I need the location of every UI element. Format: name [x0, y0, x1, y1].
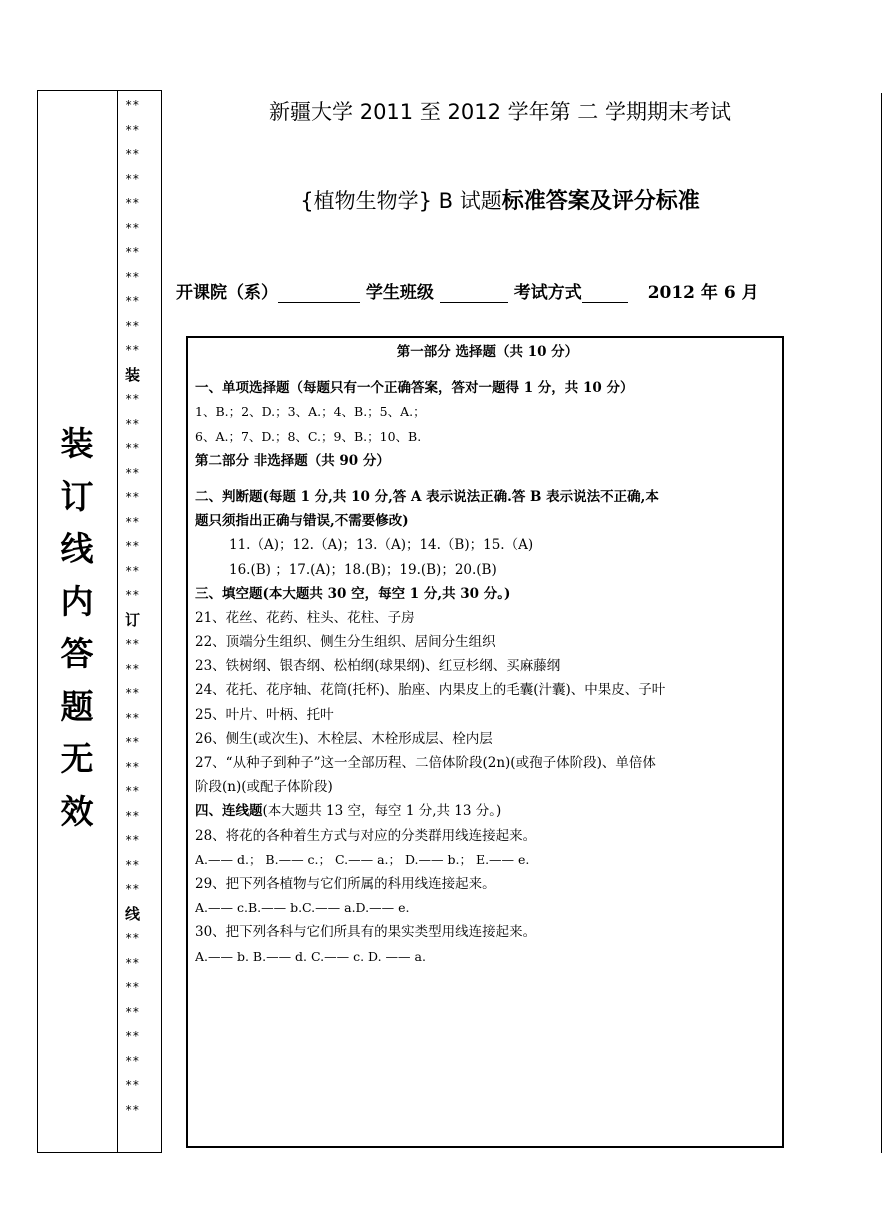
star-mark: ** [125, 735, 140, 749]
spacer [195, 364, 780, 376]
exam-title: 新疆大学 2011 至 2012 学年第 二 学期期末考试 [269, 100, 731, 124]
star-mark: ** [125, 1004, 140, 1019]
part1-title: 第一部分 选择题（共 10 分） [396, 344, 579, 360]
binding-char: 答 [60, 634, 94, 673]
exam-info-row [176, 278, 816, 303]
star-mark: ** [125, 171, 140, 186]
sec3-line: 24、花托、花序轴、花筒(托杯)、胎座、内果皮上的毛囊(汁囊)、中果皮、子叶 [195, 682, 666, 699]
star-mark: ** [125, 147, 140, 161]
star-mark: ** [125, 539, 140, 553]
star-mark: ** [125, 343, 140, 357]
binding-char: 效 [60, 791, 94, 831]
subtitle-bold: 标准答案及评分标准 [501, 189, 700, 214]
star-mark: ** [125, 220, 140, 235]
binding-warning-text [37, 418, 117, 838]
star-mark: ** [125, 661, 140, 676]
sec1-heading: 一、单项选择题（每题只有一个正确答案，答对一题得 1 分，共 10 分） [195, 380, 634, 397]
exam-date: 2012 年 6 月 [647, 283, 759, 303]
binding-char: 线 [60, 529, 94, 568]
star-mark: ** [125, 980, 140, 994]
star-mark: ** [125, 514, 140, 529]
star-mark: 装 [125, 365, 141, 384]
sec3-line: 27、“从种子到种子”这一全部历程、二倍体阶段(2n)(或孢子体阶段)、单倍体 [195, 755, 656, 771]
star-mark: ** [125, 1029, 140, 1043]
college-label: 开课院（系） [176, 283, 278, 303]
star-mark: ** [125, 465, 140, 480]
sec3-line: 21、花丝、花药、柱头、花柱、子房 [195, 609, 415, 626]
sec4-line: 30、把下列各科与它们所具有的果实类型用线连接起来。 [195, 924, 537, 941]
sec4-heading [195, 799, 780, 823]
sec3-line: 23、铁树纲、银杏纲、松柏纲(球果纲)、红豆杉纲、买麻藤纲 [195, 658, 561, 675]
star-mark: ** [125, 710, 140, 725]
star-mark: ** [125, 269, 140, 284]
exam-method-blank [582, 284, 628, 303]
exam-subtitle [150, 184, 850, 215]
binding-char: 订 [60, 476, 94, 516]
star-mark: ** [125, 808, 140, 823]
star-mark: ** [125, 1078, 140, 1092]
sec1-answers-2: 6、A.；7、D.；8、C.；9、B.；10、B. [195, 428, 422, 444]
star-mark: 订 [125, 610, 141, 629]
sec2-heading-a: 二、判断题(每题 1 分,共 10 分,答 A 表示说法正确.答 B 表示说法不正确,本 [195, 488, 659, 505]
star-mark: ** [125, 441, 140, 455]
sec3-line: 22、顶端分生组织、侧生分生组织、居间分生组织 [195, 634, 496, 651]
star-mark: ** [125, 882, 140, 896]
star-mark: ** [125, 245, 140, 259]
college-blank [278, 284, 360, 303]
part2-title: 第二部分 非选择题（共 90 分） [195, 452, 390, 469]
sec4-line: 28、将花的各种着生方式与对应的分类群用线连接起来。 [195, 827, 537, 844]
answer-content [195, 340, 780, 969]
sec2-answers-1: 11.（A)；12.（A)；13.（A)；14.（B)；15.（A) [229, 537, 534, 554]
star-mark: ** [125, 833, 140, 847]
sec4-line: A.—— d.； B.—— c.； C.—— a.； D.—— b.； E.—— e. [195, 851, 530, 867]
sec4-heading-rest: (本大题共 13 空，每空 1 分,共 13 分。) [262, 803, 502, 820]
star-mark: ** [125, 98, 140, 112]
star-mark: ** [125, 318, 140, 333]
star-mark: ** [125, 1102, 140, 1117]
sec3-heading: 三、填空题(本大题共 30 空，每空 1 分,共 30 分。) [195, 585, 511, 602]
sec3-line: 26、侧生(或次生)、木栓层、木栓形成层、栓内层 [195, 730, 493, 747]
star-mark: ** [125, 196, 140, 210]
binding-char: 装 [60, 424, 94, 463]
star-mark: ** [125, 416, 140, 431]
binding-char: 题 [60, 686, 94, 726]
star-mark: ** [125, 955, 140, 970]
spacer [195, 473, 780, 485]
binding-char: 内 [60, 581, 94, 621]
star-mark: ** [125, 588, 140, 602]
right-rule [881, 93, 882, 1153]
star-mark: 线 [125, 904, 141, 923]
sec2-heading-b: 题只须指出正确与错误,不需要修改) [195, 513, 409, 530]
sec3-line: 阶段(n)(或配子体阶段) [195, 779, 333, 796]
star-mark: ** [125, 1053, 140, 1068]
star-mark: ** [125, 931, 140, 945]
star-mark: ** [125, 490, 140, 504]
sec4-heading-bold: 四、连线题 [195, 803, 263, 820]
sec4-line: A.—— c.B.—— b.C.—— a.D.—— e. [195, 900, 410, 916]
class-blank [440, 284, 508, 303]
star-mark: ** [125, 563, 140, 578]
star-mark: ** [125, 759, 140, 774]
sec3-line: 25、叶片、叶柄、托叶 [195, 706, 334, 723]
star-mark: ** [125, 857, 140, 872]
sec4-line: A.—— b. B.—— d. C.—— c. D. —— a. [195, 948, 426, 964]
subtitle-prefix: {植物生物学} B 试题 [300, 189, 502, 213]
star-mark: ** [125, 122, 140, 137]
star-mark: ** [125, 294, 140, 308]
sec2-answers-2: 16.(B) ；17.(A)；18.(B)；19.(B)；20.(B) [229, 561, 497, 578]
sec4-line: 29、把下列各植物与它们所属的科用线连接起来。 [195, 875, 496, 892]
star-mark: ** [125, 784, 140, 798]
star-mark: ** [125, 686, 140, 700]
class-label: 学生班级 [365, 283, 434, 303]
sec1-answers-1: 1、B.；2、D.；3、A.；4、B.；5、A.； [195, 404, 426, 420]
star-mark: ** [125, 637, 140, 651]
star-column [125, 93, 155, 1122]
exam-method-label: 考试方式 [513, 283, 582, 303]
binding-char: 无 [60, 739, 94, 778]
star-mark: ** [125, 392, 140, 406]
